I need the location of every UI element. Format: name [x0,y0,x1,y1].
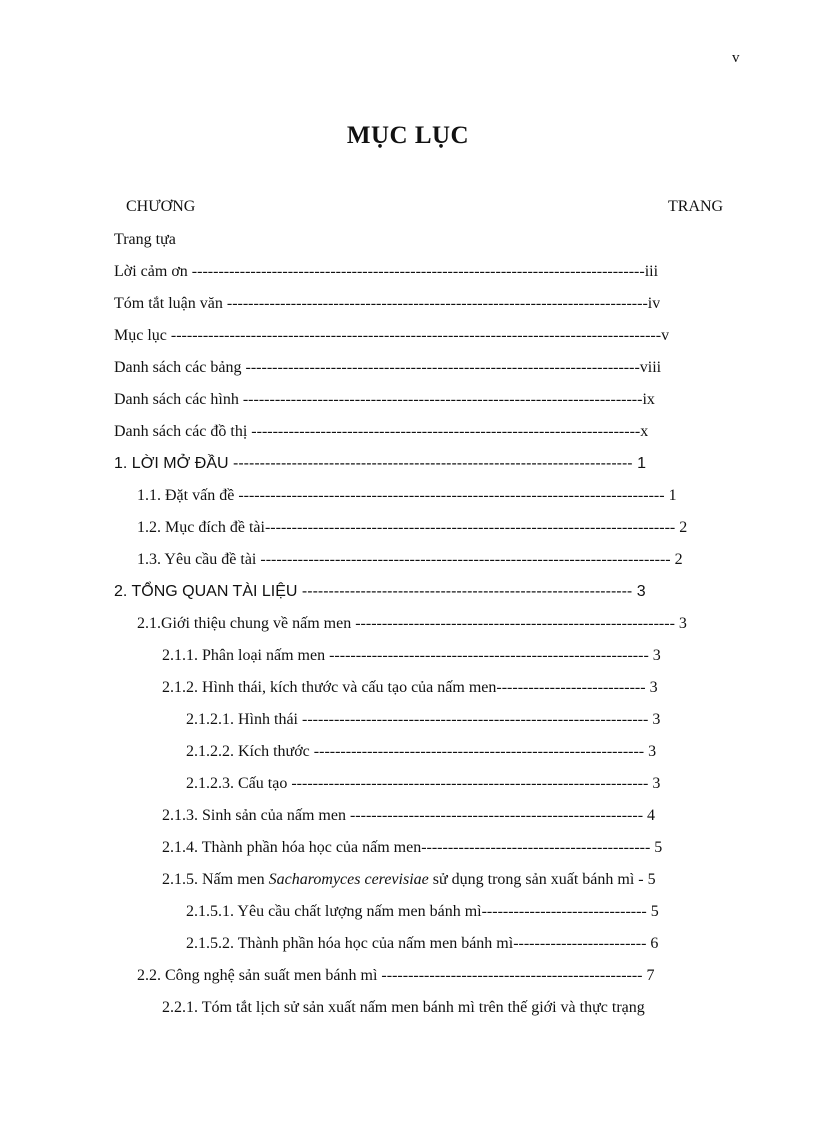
toc-leader-dots: ------------------------------------------------------------------- [291,775,649,792]
toc-entry-page: ix [642,391,655,408]
toc-entry[interactable] [114,292,660,316]
toc-entry[interactable] [162,996,645,1020]
toc-entry-page: iii [644,263,659,280]
toc-entry-page: 1 [664,487,677,504]
toc-entry-page: 3 [632,583,646,600]
toc-entry-title: 2. TỔNG QUAN TÀI LIỆU [114,583,302,600]
toc-entry-title-prefix: 2.1.5. Nấm men [162,871,269,888]
toc-entry-title: Mục lục [114,327,171,344]
toc-entry[interactable] [114,420,648,444]
toc-entry-chapter[interactable] [114,452,646,476]
toc-entry[interactable] [162,676,658,700]
toc-entry-chapter[interactable] [114,580,646,604]
toc-leader-dots: - [638,871,644,888]
toc-leader-dots: ------------------------- [513,935,647,952]
toc-leader-dots: --------------------------------------------------------------------------- [233,455,633,472]
toc-entry-title: 2.2. Công nghệ sản suất men bánh mì [137,967,382,984]
toc-entry[interactable] [186,932,658,956]
toc-entry-title: 2.1.5.1. Yêu cầu chất lượng nấm men bánh mì [186,903,482,920]
toc-leader-dots: --------------------------------------------------------------------------- [242,391,643,408]
toc-entry-page: viii [639,359,662,376]
toc-entry-title: Lời cảm ơn [114,263,192,280]
toc-entry-page: 3 [648,711,661,728]
toc-leader-dots: ------------------------------------------------------------------------------------- [191,263,645,280]
toc-entry-title: Tóm tắt luận văn [114,295,227,312]
toc-leader-dots: ------------------------------------------------------------------------------- [226,295,648,312]
toc-entry-title: Danh sách các đồ thị [114,423,252,440]
toc-entry[interactable] [137,612,687,636]
toc-entry-title: 2.1.2.2. Kích thước [186,743,314,760]
toc-leader-dots: -------------------------------------------------------------------------------------------- [170,327,662,344]
toc-leader-dots: ---------------------------- [496,679,646,696]
toc-leader-dots: ------------------------------- [481,903,647,920]
toc-entry-title: 1.1. Đặt vấn đề [137,487,239,504]
toc-entry[interactable] [137,516,687,540]
toc-entry[interactable] [186,740,656,764]
toc-entry[interactable] [114,356,661,380]
toc-entry-page: 3 [645,679,658,696]
page-column-header: TRANG [668,198,724,215]
toc-entry-title: Danh sách các bảng [114,359,246,376]
toc-entry[interactable] [186,772,660,796]
toc-entry-page: 3 [644,743,657,760]
toc-entry[interactable] [137,484,677,508]
page-title: MỤC LỤC [346,122,470,149]
toc-entry[interactable] [114,324,669,348]
toc-leader-dots: ------------------------------------------------- [381,967,643,984]
toc-entry-title: 1. LỜI MỞ ĐẦU [114,455,234,472]
toc-entry-page: 3 [648,775,661,792]
toc-entry-title: Danh sách các hình [114,391,243,408]
toc-leader-dots: ----------------------------------------------------------------------------- [260,551,671,568]
toc-entry[interactable] [186,900,659,924]
toc-entry-title: 2.1.2.1. Hình thái [186,711,302,728]
toc-entry-title: 2.1.2. Hình thái, kích thước và cấu tạo của nấm men [162,679,497,696]
toc-entry[interactable] [162,644,661,668]
toc-entry[interactable] [186,708,660,732]
toc-entry-page: 6 [646,935,659,952]
toc-leader-dots: -------------------------------------------------------------------------- [245,359,640,376]
toc-entry-title: 2.1.1. Phân loại nấm men [162,647,330,664]
toc-entry-page: 7 [642,967,655,984]
species-name: Sacharomyces cerevisiae [268,871,429,888]
toc-entry[interactable] [114,388,655,412]
toc-entry-page: 4 [643,807,656,824]
toc-leader-dots: -------------------------------------------------------------- [301,583,633,600]
toc-entry[interactable] [137,548,683,572]
toc-entry-page: 3 [648,647,661,664]
toc-entry[interactable] [114,228,176,252]
toc-entry-title: 2.1.2.3. Cấu tạo [186,775,292,792]
toc-leader-dots: -------------------------------------------------------------- [313,743,645,760]
toc-entry-page: 2 [675,519,688,536]
toc-entry-page: 2 [670,551,683,568]
toc-entry-page: v [661,327,670,344]
toc-leader-dots: ----------------------------------------------------------------- [302,711,649,728]
toc-entry-title: 2.1.3. Sinh sản của nấm men [162,807,350,824]
toc-leader-dots: -------------------------------------------------------------------------------- [238,487,665,504]
page-number: v [732,50,740,66]
toc-leader-dots: ------------------------------------------- [421,839,651,856]
toc-entry-title: 1.3. Yêu cầu đề tài [137,551,261,568]
toc-entry-page: 5 [643,871,656,888]
toc-entry-title: Trang tựa [114,231,176,248]
toc-entry-page: 1 [632,455,646,472]
toc-entry-page: 3 [674,615,687,632]
toc-leader-dots: ------------------------------------------------------------ [329,647,649,664]
toc-entry-title: 2.1.5.2. Thành phần hóa học của nấm men bánh mì [186,935,514,952]
toc-entry[interactable] [114,260,658,284]
toc-entry[interactable] [162,804,655,828]
toc-entry[interactable] [162,836,662,860]
toc-entry-title: 2.1.4. Thành phần hóa học của nấm men [162,839,422,856]
toc-entry-title-suffix: sử dụng trong sản xuất bánh mì [428,871,639,888]
toc-leader-dots: ----------------------------------------------------------------------------- [264,519,676,536]
toc-entry[interactable] [162,868,656,892]
toc-entry[interactable] [137,964,655,988]
chapter-column-header: CHƯƠNG [126,198,196,215]
toc-entry-title: 2.2.1. Tóm tắt lịch sử sản xuất nấm men bánh mì trên thế giới và thực trạng [162,999,645,1016]
toc-leader-dots: ------------------------------------------------------- [349,807,644,824]
toc-leader-dots: ------------------------------------------------------------ [355,615,675,632]
toc-entry-page: 5 [646,903,659,920]
toc-entry-page: iv [647,295,661,312]
toc-entry-title: 1.2. Mục đích đề tài [137,519,265,536]
toc-leader-dots: ------------------------------------------------------------------------- [251,423,641,440]
toc-entry-page: 5 [650,839,663,856]
toc-entry-title: 2.1.Giới thiệu chung về nấm men [137,615,356,632]
toc-entry-page: x [640,423,649,440]
